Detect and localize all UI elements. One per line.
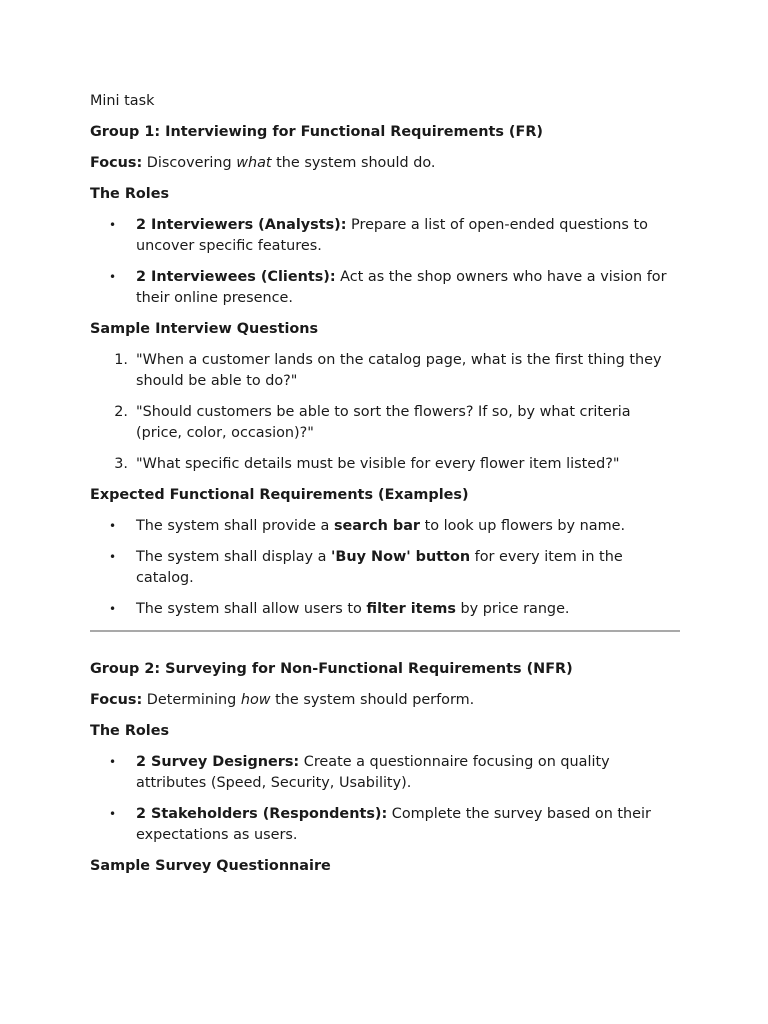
list-item	[90, 215, 680, 257]
requirement-text-end: for every item in the catalog.	[136, 549, 623, 586]
list-item	[90, 350, 680, 392]
requirement-keyword: 'Buy Now' button	[331, 549, 471, 565]
focus-label: Focus:	[90, 155, 143, 171]
requirement-text: The system shall allow users to	[136, 601, 367, 617]
focus-emphasis: what	[236, 155, 272, 171]
list-item	[90, 516, 680, 537]
role-description: Prepare a list of open-ended questions to uncover specific features.	[136, 217, 648, 254]
role-name: 2 Interviewees (Clients):	[136, 269, 336, 285]
role-name: 2 Survey Designers:	[136, 754, 300, 770]
number-marker: 3.	[114, 456, 128, 472]
requirement-text: The system shall display a	[136, 549, 332, 565]
bullet-marker: •	[109, 755, 117, 769]
role-description: Act as the shop owners who have a vision for their online presence.	[136, 269, 667, 306]
bullet-marker: •	[109, 218, 117, 232]
list-item	[90, 547, 680, 589]
bullet-marker: •	[109, 270, 117, 284]
group1-roles-heading: The Roles	[90, 186, 170, 202]
list-item	[90, 267, 680, 309]
requirement-text-end: by price range.	[455, 601, 570, 617]
question-text: "When a customer lands on the catalog page, what is the first thing they should be able to do?"	[136, 352, 662, 389]
requirement-keyword: search bar	[333, 518, 420, 534]
role-name: 2 Interviewers (Analysts):	[136, 217, 347, 233]
interview-questions-heading: Sample Interview Questions	[90, 321, 319, 337]
bullet-marker: •	[109, 807, 117, 821]
list-item	[90, 454, 680, 475]
number-marker: 2.	[114, 404, 128, 420]
list-item	[90, 804, 680, 846]
expected-fr-heading: Expected Functional Requirements (Examples)	[90, 487, 469, 503]
role-description: Complete the survey based on their expectations as users.	[136, 806, 651, 843]
expected-fr-list	[90, 516, 680, 620]
number-marker: 1.	[114, 352, 128, 368]
interview-questions-list	[90, 350, 680, 475]
focus-text-end: the system should perform.	[270, 692, 475, 708]
focus-text-end: the system should do.	[271, 155, 436, 171]
focus-text: Determining	[142, 692, 241, 708]
group2-focus	[90, 690, 680, 711]
group1-focus	[90, 153, 680, 174]
question-text: "What specific details must be visible for every flower item listed?"	[136, 456, 620, 472]
section-divider	[90, 630, 680, 632]
group2-title: Group 2: Surveying for Non-Functional Requirements (NFR)	[90, 661, 573, 677]
list-item	[90, 599, 680, 620]
bullet-marker: •	[109, 519, 117, 533]
focus-label: Focus:	[90, 692, 143, 708]
survey-questionnaire-heading: Sample Survey Questionnaire	[90, 858, 331, 874]
list-item	[90, 752, 680, 794]
focus-text: Discovering	[142, 155, 237, 171]
requirement-text: The system shall provide a	[136, 518, 334, 534]
group2-roles-list	[90, 752, 680, 846]
document-body	[90, 91, 680, 887]
requirement-keyword: filter items	[366, 601, 456, 617]
bullet-marker: •	[109, 550, 117, 564]
requirement-text-end: to look up flowers by name.	[420, 518, 626, 534]
role-name: 2 Stakeholders (Respondents):	[136, 806, 388, 822]
question-text: "Should customers be able to sort the flowers? If so, by what criteria (price, color, occasion)?"	[136, 404, 631, 441]
focus-emphasis: how	[240, 692, 271, 708]
group2-roles-heading: The Roles	[90, 723, 170, 739]
group1-title: Group 1: Interviewing for Functional Requirements (FR)	[90, 124, 544, 140]
group1-roles-list	[90, 215, 680, 309]
bullet-marker: •	[109, 602, 117, 616]
role-description: Create a questionnaire focusing on quality attributes (Speed, Security, Usability).	[136, 754, 610, 791]
intro-text: Mini task	[90, 93, 155, 109]
list-item	[90, 402, 680, 444]
